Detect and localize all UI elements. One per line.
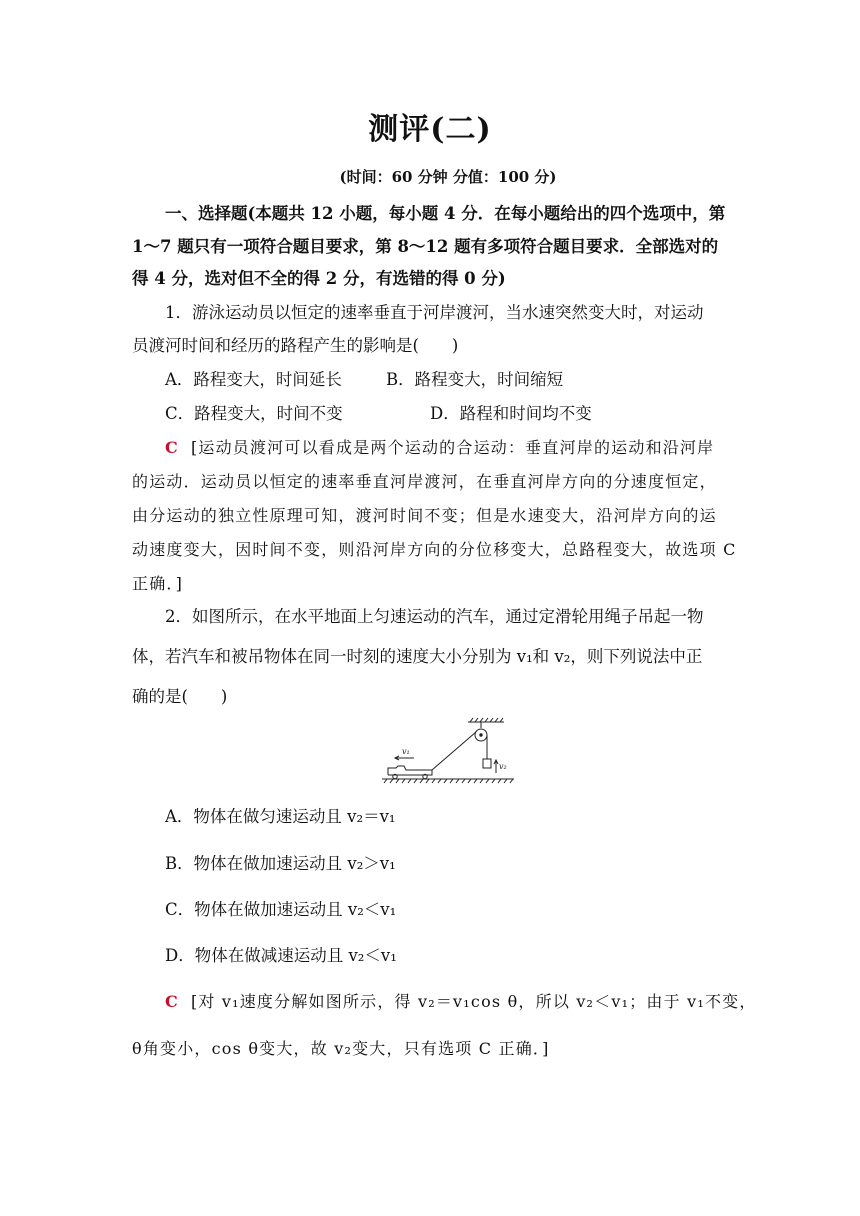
q2-stem-line: 体，若汽车和被吊物体在同一时刻的速度大小分别为 v₁和 v₂，则下列说法中正 xyxy=(132,647,703,666)
q1-option-c: C．路程变大，时间不变 xyxy=(165,404,343,423)
q2-explanation xyxy=(165,991,757,1013)
q1-option-d: D．路程和时间均不变 xyxy=(430,404,592,423)
section-instructions xyxy=(165,203,725,225)
q1-stem-line: 员渡河时间和经历的路程产生的影响是( ) xyxy=(132,336,459,355)
v1-label: v₁ xyxy=(402,747,410,756)
section-line: 得 4 分，选对但不全的得 2 分，有选错的得 0 分) xyxy=(132,269,506,288)
q2-stem-line: 确的是( ) xyxy=(132,687,228,706)
q2-stem-line: 2．如图所示，在水平地面上匀速运动的汽车，通过定滑轮用绳子吊起一物 xyxy=(165,607,704,626)
q2-explanation-line: [对 v₁速度分解如图所示，得 v₂＝v₁cos θ，所以 v₂＜v₁；由于 v₁不变， xyxy=(190,992,757,1011)
ceiling-hatching xyxy=(470,718,503,722)
ground-hatching xyxy=(384,779,513,783)
hanging-block xyxy=(483,759,491,768)
exam-meta: (时间：60 分钟 分值：100 分) xyxy=(339,168,557,186)
q1-explanation-line: 动速度变大，因时间不变，则沿河岸方向的分位移变大，总路程变大，故选项 C xyxy=(132,540,737,559)
car-pulley-diagram xyxy=(380,716,515,788)
q1-explanation-line: [运动员渡河可以看成是两个运动的合运动：垂直河岸的运动和沿河岸 xyxy=(190,438,715,457)
q2-option-b: B．物体在做加速运动且 v₂＞v₁ xyxy=(165,854,396,873)
v2-label: v₂ xyxy=(499,762,507,771)
q2-explanation-line: θ角变小，cos θ变大，故 v₂变大，只有选项 C 正确．] xyxy=(132,1039,550,1058)
car-icon xyxy=(388,766,432,779)
q1-explanation-line: 由分运动的独立性原理可知，渡河时间不变；但是水速变大，沿河岸方向的运 xyxy=(132,506,717,525)
q2-option-d: D．物体在做减速运动且 v₂＜v₁ xyxy=(165,946,397,965)
q1-stem-line: 1．游泳运动员以恒定的速率垂直于河岸渡河，当水速突然变大时，对运动 xyxy=(165,303,704,322)
q2-option-a: A．物体在做匀速运动且 v₂＝v₁ xyxy=(165,807,396,826)
q1-explanation-line: 正确．] xyxy=(132,574,184,593)
q1-option-b: B．路程变大，时间缩短 xyxy=(386,370,564,389)
section-line: (本题共 12 小题，每小题 4 分．在每小题给出的四个选项中，第 xyxy=(247,204,726,223)
q2-option-c: C．物体在做加速运动且 v₂＜v₁ xyxy=(165,900,397,919)
section-heading: 一、选择题 xyxy=(165,204,248,223)
q1-answer: C xyxy=(165,438,179,457)
rope xyxy=(432,732,476,770)
q1-option-a: A．路程变大，时间延长 xyxy=(165,370,342,389)
q1-explanation-line: 的运动．运动员以恒定的速率垂直河岸渡河，在垂直河岸方向的分速度恒定， xyxy=(132,472,717,491)
section-line: 1～7 题只有一项符合题目要求，第 8～12 题有多项符合题目要求．全部选对的 xyxy=(132,237,719,256)
page-title: 测评(二) xyxy=(368,112,492,147)
q2-answer: C xyxy=(165,992,179,1011)
q1-explanation xyxy=(165,437,714,459)
